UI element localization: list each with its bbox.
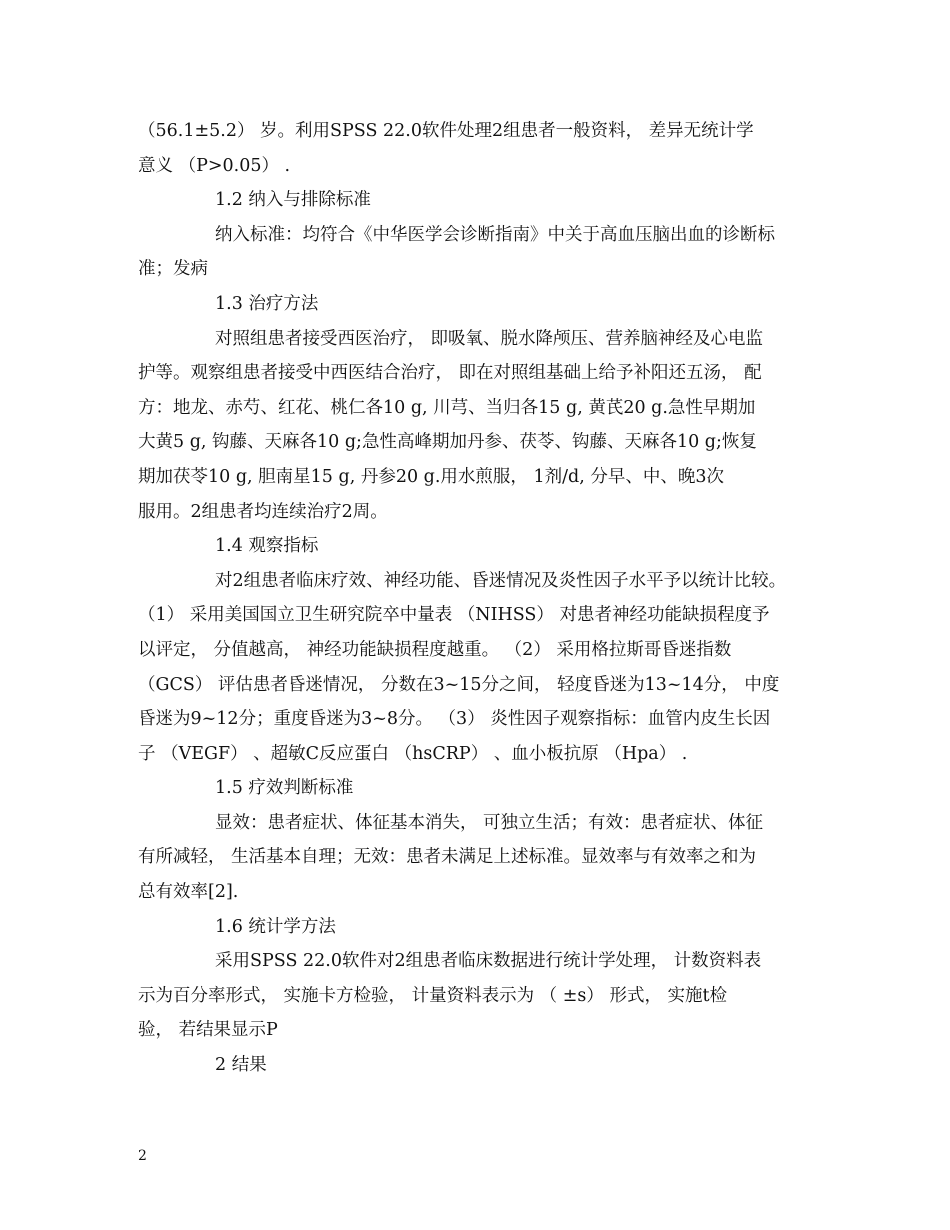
text-line: 昏迷为9~12分；重度昏迷为3~8分。 （3） 炎性因子观察指标：血管内皮生长因 [138, 709, 771, 730]
text-line: 总有效率[2]. [138, 882, 239, 903]
text-line: 子 （VEGF） 、超敏C反应蛋白 （hsCRP） 、血小板抗原 （Hpa） . [138, 743, 688, 764]
text-line: 对照组患者接受西医治疗， 即吸氧、脱水降颅压、营养脑神经及心电监 [215, 328, 764, 349]
section-heading: 2 结果 [215, 1055, 267, 1076]
text-line: 对2组患者临床疗效、神经功能、昏迷情况及炎性因子水平予以统计比较。 [215, 570, 787, 591]
text-line: （GCS） 评估患者昏迷情况， 分数在3~15分之间， 轻度昏迷为13~14分， 中度 [138, 674, 780, 695]
text-line: 以评定， 分值越高， 神经功能缺损程度越重。 （2） 采用格拉斯哥昏迷指数 [138, 639, 732, 660]
text-line: 方：地龙、赤芍、红花、桃仁各10 g, 川芎、当归各15 g, 黄芪20 g.急性早期加 [138, 397, 756, 418]
section-heading: 1.3 治疗方法 [215, 293, 319, 314]
text-line: 示为百分率形式， 实施卡方检验， 计量资料表示为 （ ±s） 形式， 实施t检 [138, 985, 728, 1006]
text-line: 采用SPSS 22.0软件对2组患者临床数据进行统计学处理， 计数资料表 [215, 951, 762, 972]
text-line: （56.1±5.2） 岁。利用SPSS 22.0软件处理2组患者一般资料， 差异无统计学 [138, 121, 754, 141]
text-line: 准；发病 [138, 259, 208, 280]
text-line: 验， 若结果显示P [138, 1020, 278, 1041]
section-heading: 1.4 观察指标 [215, 536, 319, 557]
text-line: 显效：患者症状、体征基本消失， 可独立生活；有效：患者症状、体征 [215, 812, 764, 833]
text-line: 期加茯苓10 g, 胆南星15 g, 丹参20 g.用水煎服， 1剂/d, 分早、中、晚3次 [138, 466, 724, 487]
section-heading: 1.6 统计学方法 [215, 916, 336, 937]
section-heading: 1.2 纳入与排除标准 [215, 190, 371, 211]
body-text [138, 114, 814, 1083]
text-line: （1） 采用美国国立卫生研究院卒中量表 （NIHSS） 对患者神经功能缺损程度予 [138, 605, 770, 626]
text-line: 护等。观察组患者接受中西医结合治疗， 即在对照组基础上给予补阳还五汤， 配 [138, 363, 762, 384]
text-line: 有所减轻， 生活基本自理；无效：患者未满足上述标准。显效率与有效率之和为 [138, 847, 757, 868]
text-line: 纳入标准：均符合《中华医学会诊断指南》中关于高血压脑出血的诊断标 [215, 224, 775, 245]
text-line: 服用。2组患者均连续治疗2周。 [138, 501, 388, 522]
text-line: 大黄5 g, 钩藤、天麻各10 g;急性高峰期加丹参、茯苓、钩藤、天麻各10 g;恢复 [138, 432, 757, 453]
section-heading: 1.5 疗效判断标准 [215, 778, 354, 799]
text-line: 意义 （P>0.05） . [138, 155, 291, 176]
page-number: 2 [138, 1148, 147, 1164]
